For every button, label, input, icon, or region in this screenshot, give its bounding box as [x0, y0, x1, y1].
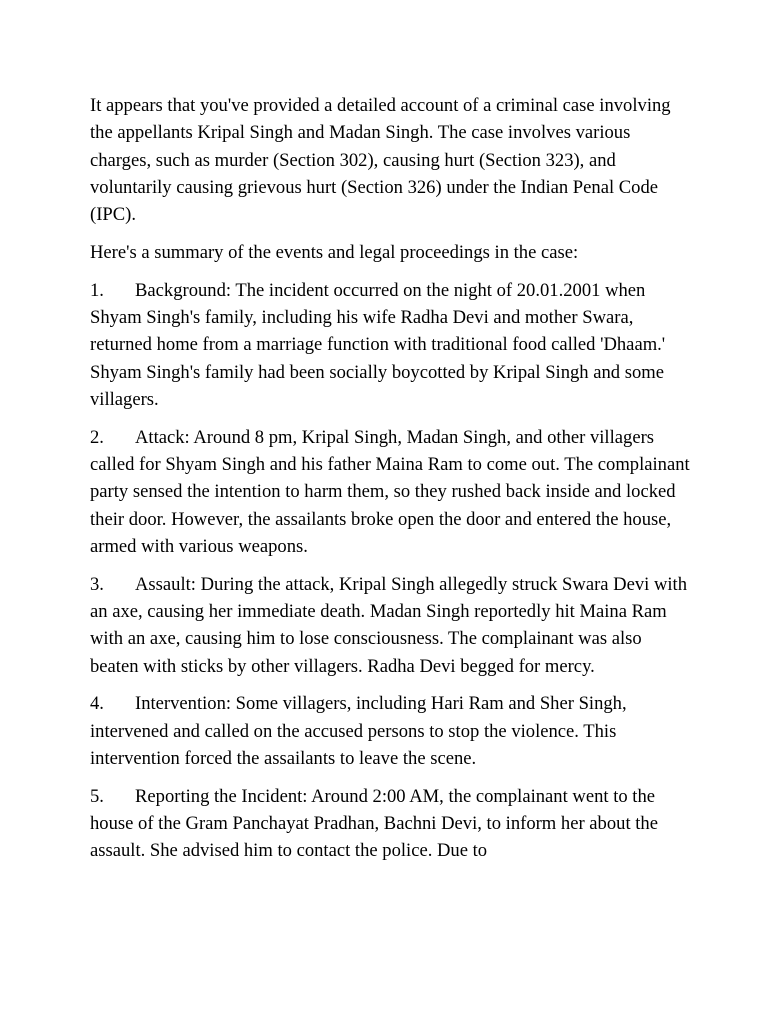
list-item-number: 1.: [90, 279, 104, 301]
list-item: [90, 424, 690, 560]
list-item-text: Attack: Around 8 pm, Kripal Singh, Madan Singh, and other villagers called for Shyam Singh and his father Maina Ram to come out. The complainant party sensed the intention to harm them, so they rushed back inside and locked their door. However, the assailants broke open the door and entered the house, armed with various weapons.: [90, 426, 690, 557]
list-item: [90, 571, 690, 680]
list-item-number: 5.: [90, 785, 104, 807]
list-item-text: Assault: During the attack, Kripal Singh allegedly struck Swara Devi with an axe, causing her immediate death. Madan Singh reportedly hit Maina Ram with an axe, causing him to lose consciousness. The complainant was also beaten with sticks by other villagers. Radha Devi begged for mercy.: [90, 573, 688, 677]
list-item: [90, 690, 690, 772]
intro-paragraph: It appears that you've provided a detailed account of a criminal case involving the appellants Kripal Singh and Madan Singh. The case involves various charges, such as murder (Section 302), causing hurt (Section 323), and voluntarily causing grievous hurt (Section 326) under the Indian Penal Code (IPC).: [90, 95, 671, 226]
list-item-number: 3.: [90, 573, 104, 595]
list-item: [90, 783, 690, 865]
list-item-number: 4.: [90, 693, 104, 715]
list-item-text: Background: The incident occurred on the night of 20.01.2001 when Shyam Singh's family, including his wife Radha Devi and mother Swara, returned home from a marriage function with traditional food called 'Dhaam.' Shyam Singh's family had been socially boycotted by Kripal Singh and some villagers.: [90, 279, 666, 410]
summary-lead-paragraph: Here's a summary of the events and legal proceedings in the case:: [90, 241, 579, 263]
list-item: [90, 277, 690, 413]
document-page: [90, 92, 690, 875]
list-item-text: Intervention: Some villagers, including Hari Ram and Sher Singh, intervened and called on the accused persons to stop the violence. This intervention forced the assailants to leave the scene.: [90, 693, 627, 770]
list-item-text: Reporting the Incident: Around 2:00 AM, the complainant went to the house of the Gram Panchayat Pradhan, Bachni Devi, to inform her about the assault. She advised him to contact the police. Due to: [90, 785, 658, 862]
list-item-number: 2.: [90, 426, 104, 448]
